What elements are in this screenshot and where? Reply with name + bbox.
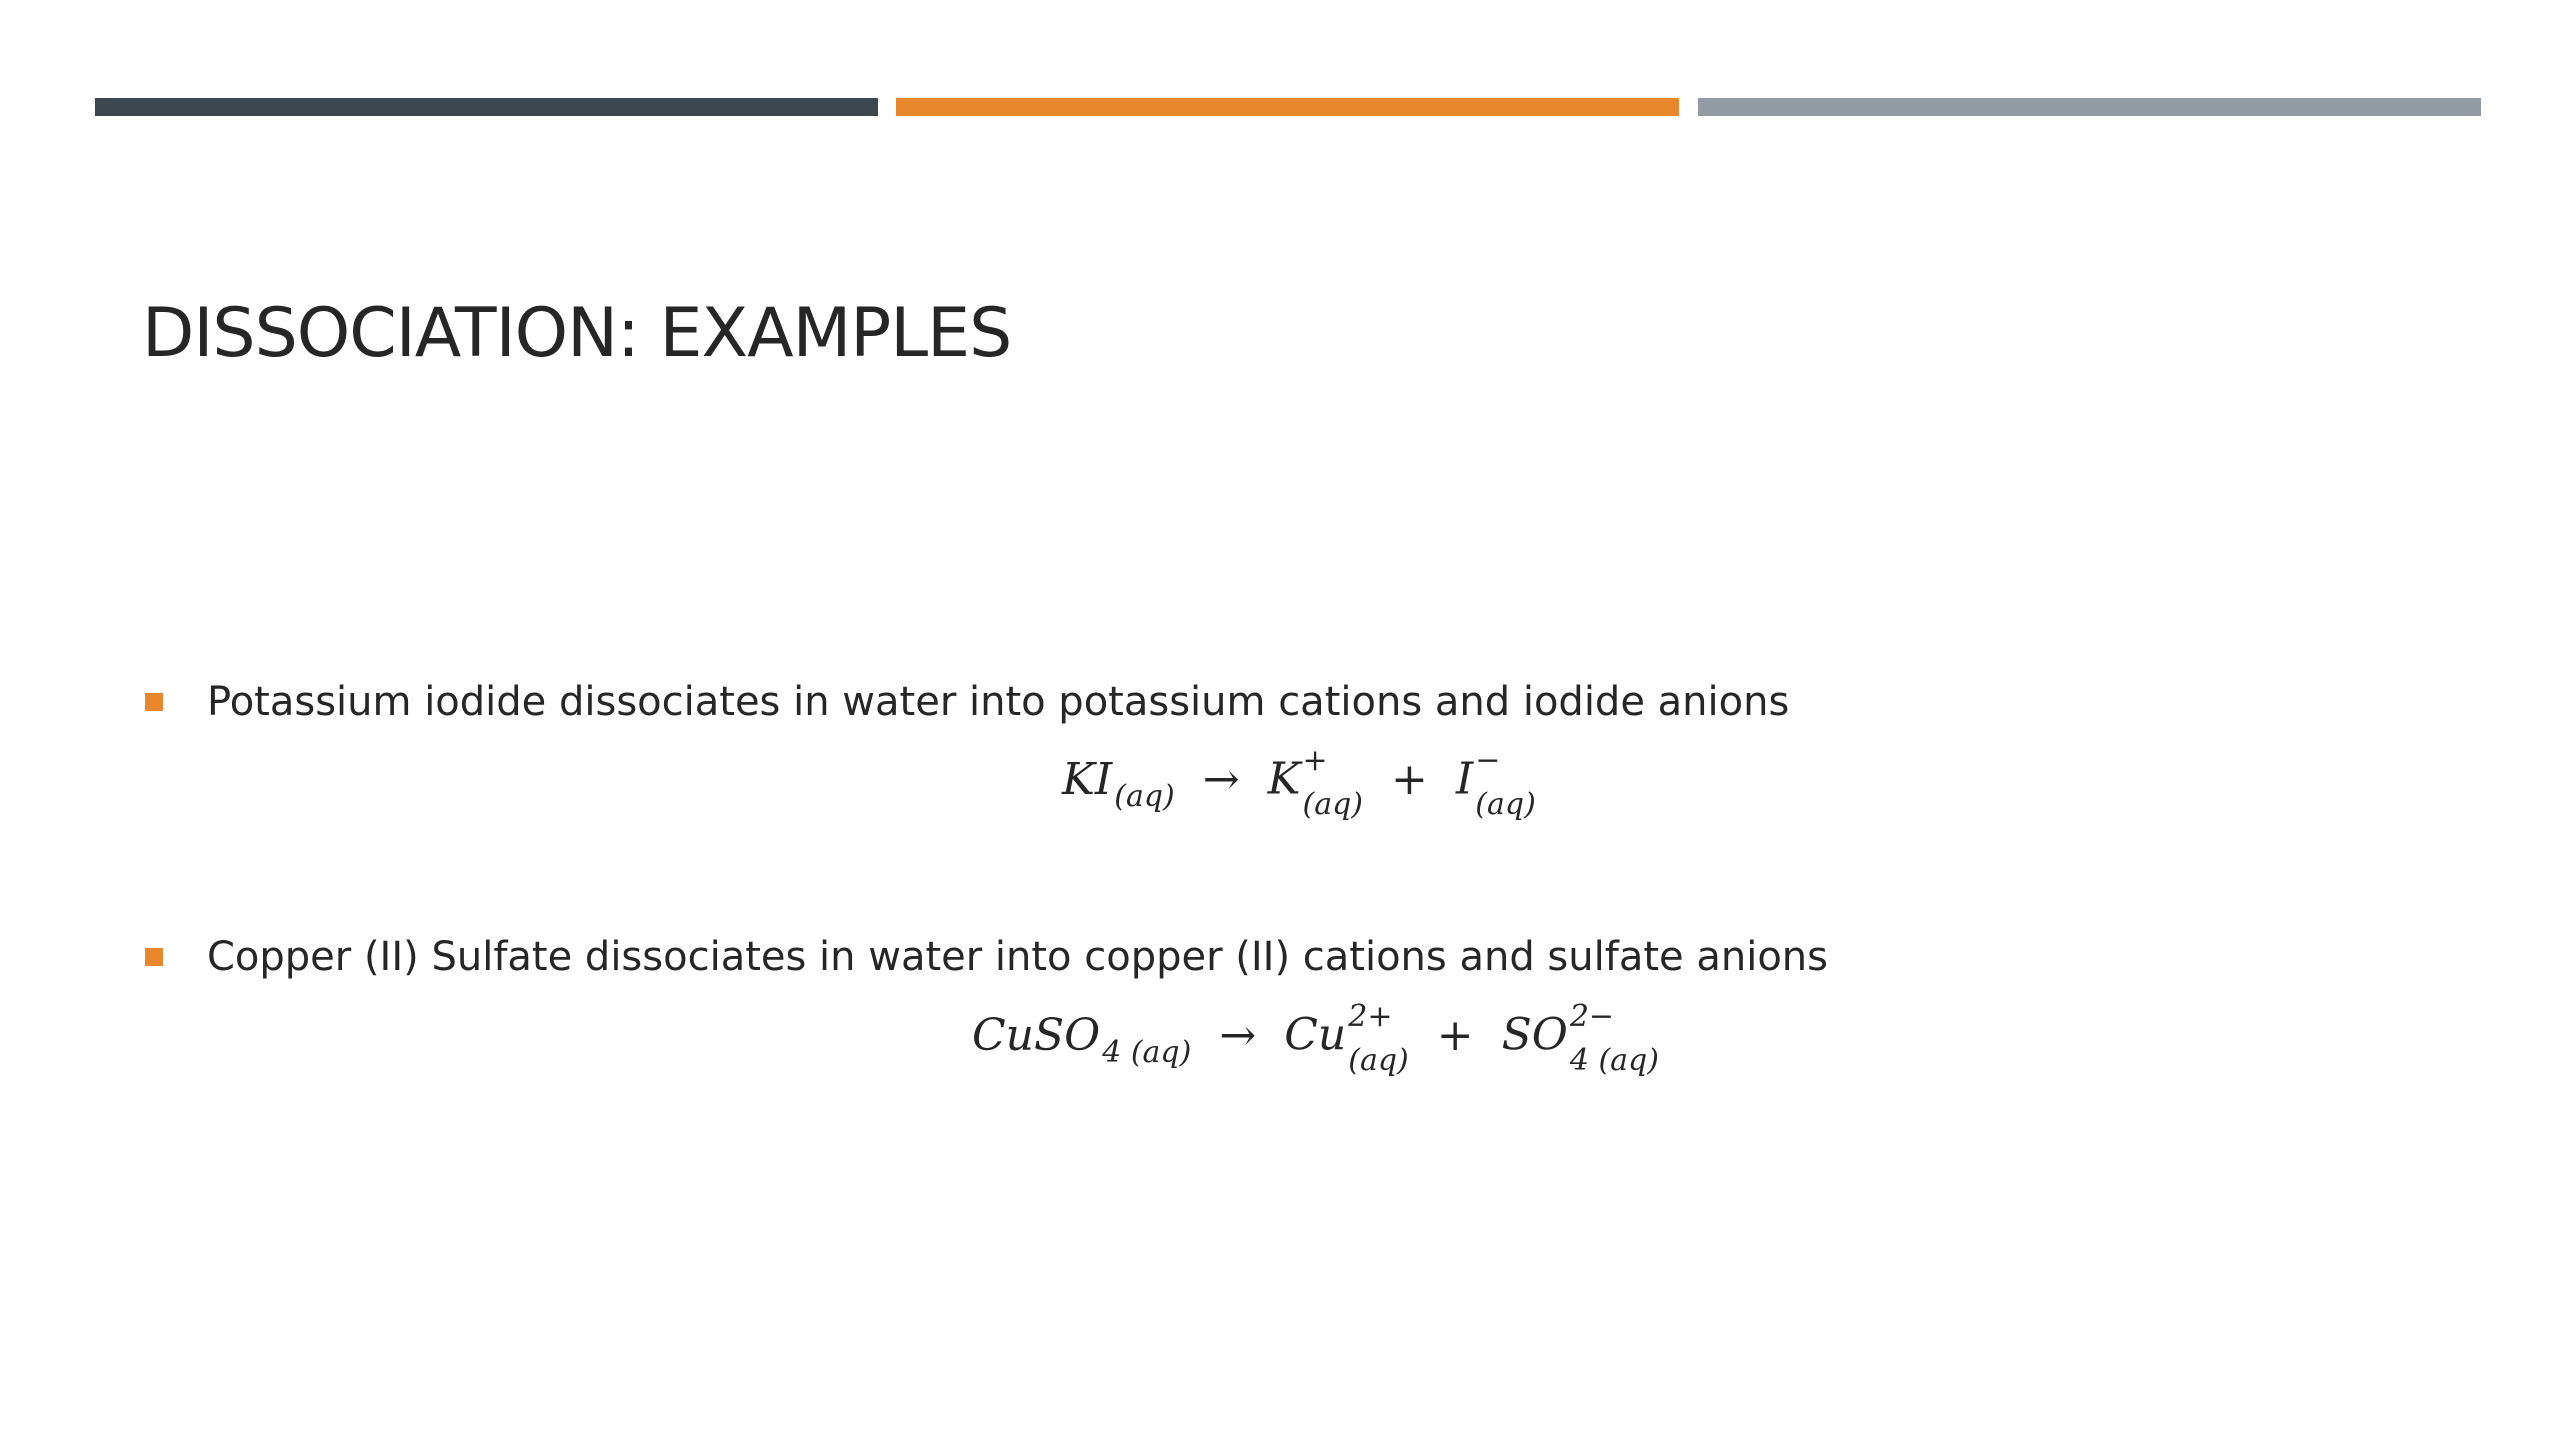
equation-reactant: $KI_{(aq)}$ — [1062, 753, 1175, 814]
bullet-square-icon — [145, 693, 163, 711]
equation-product-anion: I − (aq) — [1455, 743, 1536, 822]
equation-plus: + — [1436, 1009, 1474, 1061]
equation-reactant: CuSO$_{4 (aq)}$ — [972, 1009, 1192, 1070]
bullet-square-icon — [145, 948, 163, 966]
equation-arrow: → — [1202, 753, 1240, 805]
header-bar-orange — [896, 98, 1679, 116]
equation-product-anion: SO 2− 4 (aq) — [1501, 999, 1659, 1078]
bullet-text-copper-sulfate: Copper (II) Sulfate dissociates in water into copper (II) cations and sulfate anions — [207, 934, 1828, 980]
bullet-text-potassium-iodide: Potassium iodide dissociates in water into potassium cations and iodide anions — [207, 679, 1790, 725]
equation-product-cation: K + (aq) — [1267, 743, 1364, 822]
header-bar-dark — [95, 98, 878, 116]
equation-product-cation: Cu 2+ (aq) — [1284, 999, 1409, 1078]
equation-copper-sulfate — [972, 999, 1659, 1078]
header-bar-gray — [1698, 98, 2481, 116]
equation-arrow: → — [1219, 1009, 1257, 1061]
equation-potassium-iodide — [1062, 743, 1536, 822]
slide-title: DISSOCIATION: EXAMPLES — [142, 294, 1012, 373]
equation-plus: + — [1391, 753, 1428, 805]
